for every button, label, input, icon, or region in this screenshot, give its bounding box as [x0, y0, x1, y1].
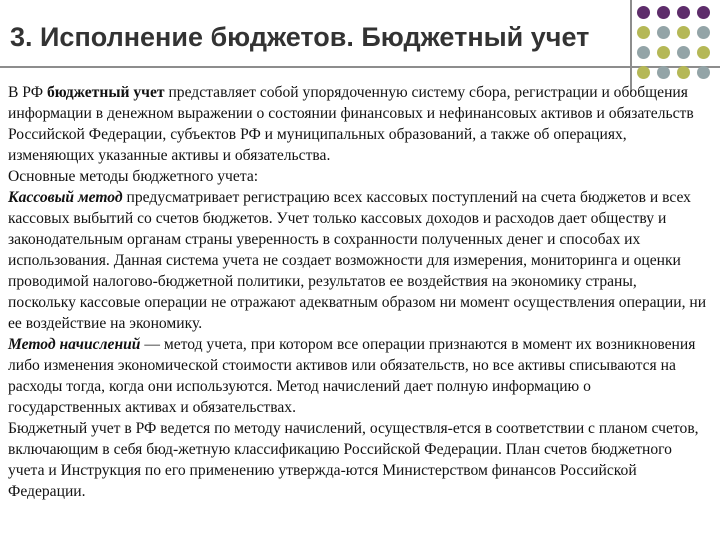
slide-body — [8, 82, 708, 502]
definition-intro: В РФ — [8, 84, 47, 101]
accrual-method-term: Метод начислений — [8, 336, 141, 353]
horizontal-divider — [0, 66, 720, 68]
paragraph-accrual-method — [8, 334, 708, 418]
decoration-dot — [637, 66, 650, 79]
decoration-dot — [637, 46, 650, 59]
decoration-dot — [697, 66, 710, 79]
slide-title: 3. Исполнение бюджетов. Бюджетный учет — [10, 22, 590, 52]
decoration-dot — [657, 46, 670, 59]
dot-grid-decoration — [637, 6, 717, 86]
paragraph-methods-heading: Основные методы бюджетного учета: — [8, 168, 259, 185]
cash-method-text: предусматривает регистрацию всех кассовых поступлений на счета бюджетов и всех кассовых выбытий со счетов бюджетов. Учет только кассовых доходов и расходов дает обществу и законодательным органам страны уверенность в сохранности полученных денег и способах их использования. Данная система учета не создает возможности для измерения, мониторинга и оценки проводимой налогово-бюджетной политики, результатов ее воздействия на экономику страны, поскольку кассовые операции не отражают адекватным образом ни момент осуществления операции, ни ее воздействие на экономику. — [8, 189, 707, 332]
definition-text: представляет собой упорядоченную систему сбора, регистрации и обобщения информации в денежном выражении о состоянии финансовых и нефинансовых активов и обязательств Российской Федерации, субъектов РФ и муниципальных образований, а также об операциях, изменяющих указанные активы и обязательства. — [8, 84, 694, 164]
paragraph-definition — [8, 82, 708, 166]
vertical-divider — [630, 0, 632, 92]
decoration-dot — [637, 6, 650, 19]
decoration-dot — [657, 66, 670, 79]
decoration-dot — [697, 46, 710, 59]
decoration-dot — [697, 26, 710, 39]
decoration-dot — [677, 26, 690, 39]
decoration-dot — [637, 26, 650, 39]
cash-method-term: Кассовый метод — [8, 189, 123, 206]
decoration-dot — [657, 26, 670, 39]
paragraph-cash-method — [8, 187, 708, 334]
decoration-dot — [677, 6, 690, 19]
accrual-method-text: — метод учета, при котором все операции признаются в момент их возникновения либо изменения экономической стоимости активов или обязательств, но все активы списываются на расходы тогда, когда они используются. Метод начислений дает полную информацию о государственных активах и обязательствах. — [8, 336, 696, 416]
definition-term: бюджетный учет — [46, 84, 165, 101]
decoration-dot — [677, 66, 690, 79]
paragraph-conclusion: Бюджетный учет в РФ ведется по методу начислений, осуществля-ется в соответствии с планом счетов, включающим в себя бюд-жетную классификацию Российской Федерации. План счетов бюджетного учета и Инструкция по его применению утвержда-ются Министерством финансов Российской Федерации. — [8, 420, 699, 500]
decoration-dot — [697, 6, 710, 19]
decoration-dot — [657, 6, 670, 19]
decoration-dot — [677, 46, 690, 59]
